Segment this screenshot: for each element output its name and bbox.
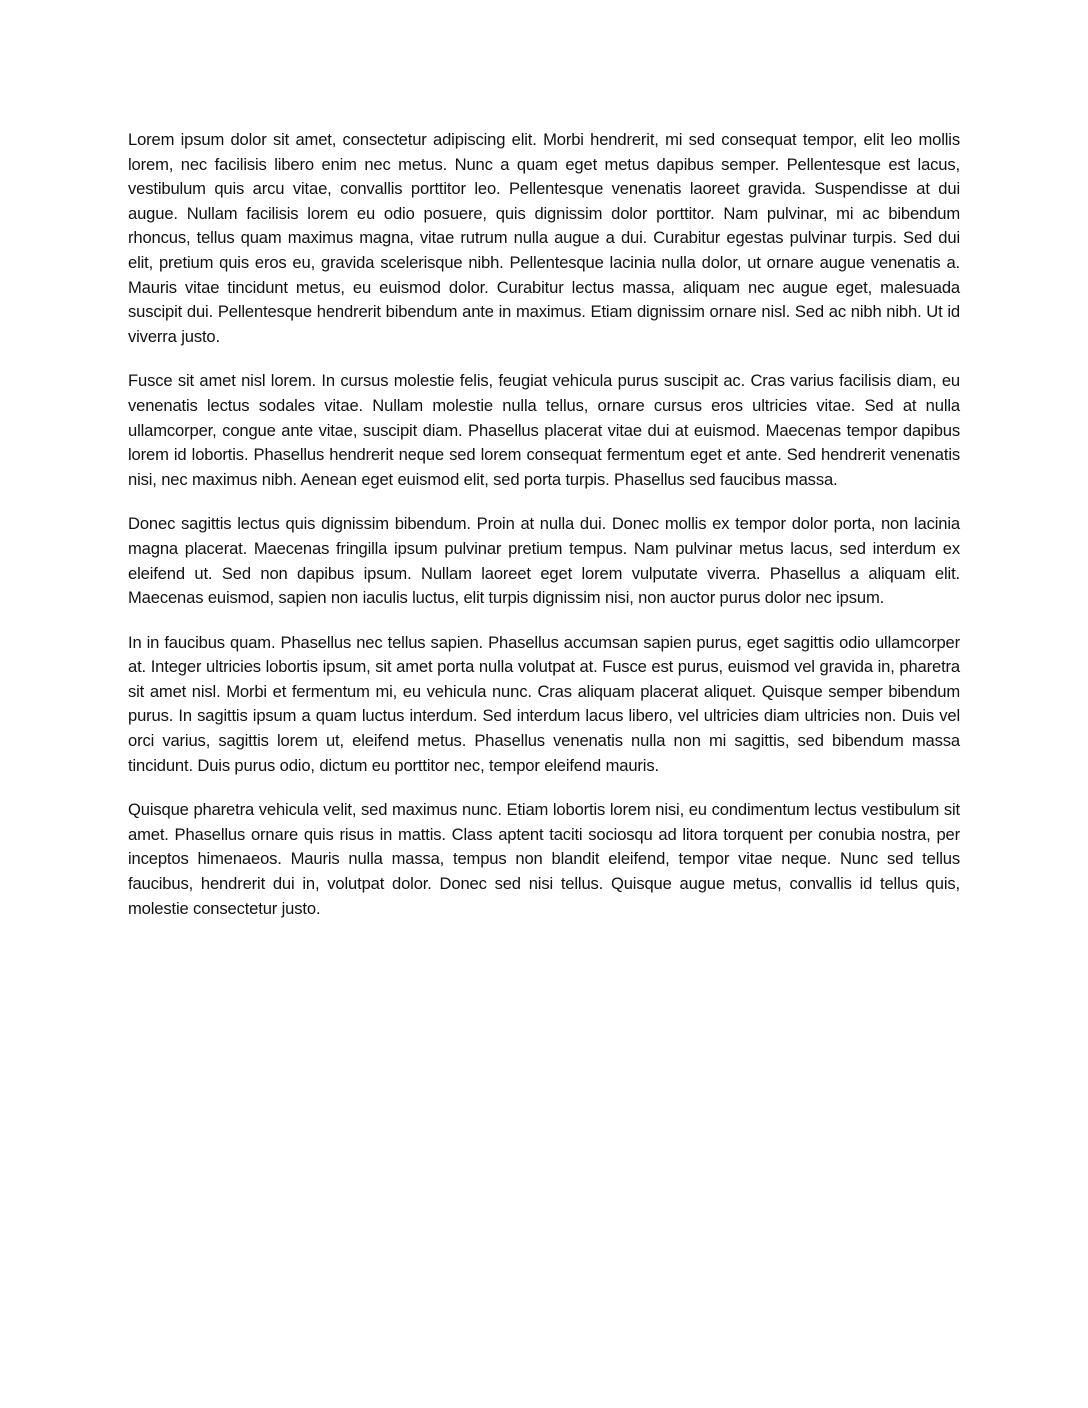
paragraph-4: In in faucibus quam. Phasellus nec tellus sapien. Phasellus accumsan sapien purus, eget sagittis odio ullamcorper at. Integer ultricies lobortis ipsum, sit amet porta nulla volutpat at. Fusce est purus, euismod vel gravida in, pharetra sit amet nisl. Morbi et fermentum mi, eu vehicula nunc. Cras aliquam placerat aliquet. Quisque semper bibendum purus. In sagittis ipsum a quam luctus interdum. Sed interdum lacus libero, vel ultricies diam ultricies non. Duis vel orci varius, sagittis lorem ut, eleifend metus. Phasellus venenatis nulla non mi sagittis, sed bibendum massa tincidunt. Duis purus odio, dictum eu porttitor nec, tempor eleifend mauris. <box>128 632 960 775</box>
paragraph-3: Donec sagittis lectus quis dignissim bibendum. Proin at nulla dui. Donec mollis ex tempor dolor porta, non lacinia magna placerat. Maecenas fringilla ipsum pulvinar pretium tempus. Nam pulvinar metus lacus, sed interdum ex eleifend ut. Sed non dapibus ipsum. Nullam laoreet eget lorem vulputate viverra. Phasellus a aliquam elit. Maecenas euismod, sapien non iaculis luctus, elit turpis dignissim nisi, non auctor purus dolor nec ipsum. <box>128 514 960 608</box>
paragraph-5: Quisque pharetra vehicula velit, sed maximus nunc. Etiam lobortis lorem nisi, eu condimentum lectus vestibulum sit amet. Phasellus ornare quis risus in mattis. Class aptent taciti sociosqu ad litora torquent per conubia nostra, per inceptos himenaeos. Mauris nulla massa, tempus non blandit eleifend, tempor vitae neque. Nunc sed tellus faucibus, hendrerit dui in, volutpat dolor. Donec sed nisi tellus. Quisque augue metus, convallis id tellus quis, molestie consectetur justo. <box>128 800 960 918</box>
paragraph-1: Lorem ipsum dolor sit amet, consectetur adipiscing elit. Morbi hendrerit, mi sed consequat tempor, elit leo mollis lorem, nec facilisis libero enim nec metus. Nunc a quam eget metus dapibus semper. Pellentesque est lacus, vestibulum quis arcu vitae, convallis porttitor leo. Pellentesque venenatis laoreet gravida. Suspendisse at dui augue. Nullam facilisis lorem eu odio posuere, quis dignissim dolor porttitor. Nam pulvinar, mi ac bibendum rhoncus, tellus quam maximus magna, vitae rutrum nulla augue a dui. Curabitur egestas pulvinar turpis. Sed dui elit, pretium quis eros eu, gravida scelerisque nibh. Pellentesque lacinia nulla dolor, ut ornare augue venenatis a. Mauris vitae tincidunt metus, eu euismod dolor. Curabitur lectus massa, aliquam nec augue eget, malesuada suscipit dui. Pellentesque hendrerit bibendum ante in maximus. Etiam dignissim ornare nisl. Sed ac nibh nibh. Ut id viverra justo. <box>128 130 960 346</box>
paragraph-2: Fusce sit amet nisl lorem. In cursus molestie felis, feugiat vehicula purus suscipit ac. Cras varius facilisis diam, eu venenatis lectus sodales vitae. Nullam molestie nulla tellus, ornare cursus eros ultricies vitae. Sed at nulla ullamcorper, congue ante vitae, suscipit diam. Phasellus placerat vitae dui at euismod. Maecenas tempor dapibus lorem id lobortis. Phasellus hendrerit neque sed lorem consequat fermentum eget et ante. Sed hendrerit venenatis nisi, nec maximus nibh. Aenean eget euismod elit, sed porta turpis. Phasellus sed faucibus massa. <box>128 371 960 489</box>
document-page <box>128 128 960 941</box>
